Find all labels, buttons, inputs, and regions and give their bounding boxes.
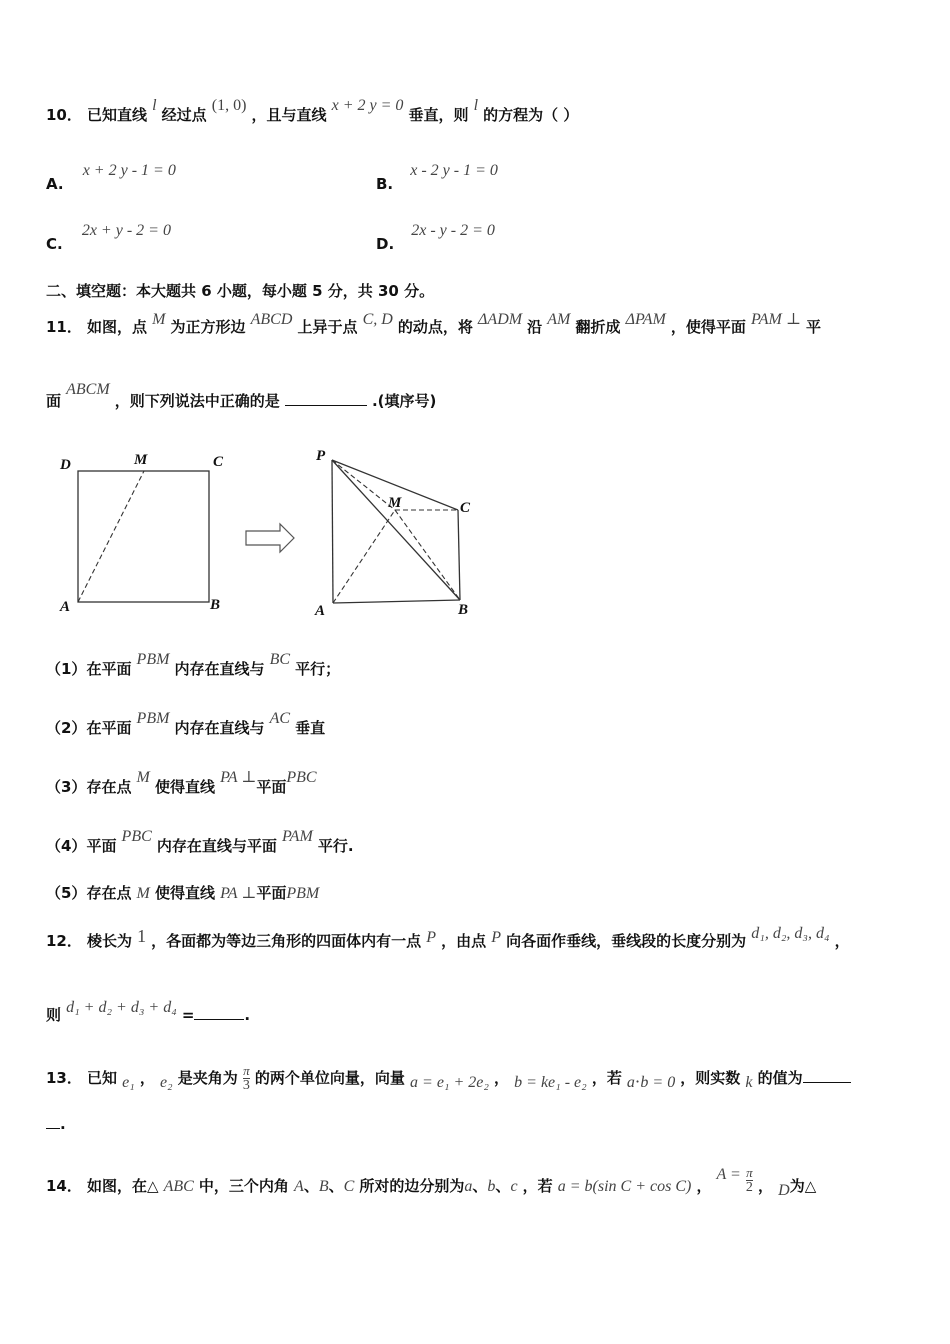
fraction-pi-over-2: $\frac{\pi}{2}$	[745, 1165, 753, 1195]
q11-item-1: （1）在平面 PBM 内存在直线与 BC 平行；	[46, 651, 341, 678]
q11-item-5: （5）存在点 M 使得直线 PA ⊥平面PBM	[46, 884, 320, 902]
q13-number: 13．	[46, 1069, 82, 1087]
q12-stem-line1: 12． 棱长为 1 ，各面都为等边三角形的四面体内有一点 P ，由点 P 向各面作垂线，垂线段的长度分别为 d₁, d₂, d₃, d₄ ，	[46, 925, 850, 950]
label-m-left: M	[134, 452, 148, 468]
q14-stem: 14． 如图，在△ ABC 中，三个内角 A、B、C 所对的边分别为a、b、c ，若 a = b(sin C + cos C) ， A = $\frac{\pi}{2}$ ， D为△	[46, 1165, 817, 1199]
q12-number: 12．	[46, 932, 82, 950]
q13-stem-line2: .	[46, 1114, 66, 1133]
q10-option-b[interactable]: B. x - 2 y - 1 = 0	[376, 162, 498, 193]
answer-blank-continued[interactable]	[46, 1116, 60, 1129]
fold-arrow-icon	[246, 524, 294, 552]
point-1-0: (1, 0)	[211, 97, 247, 114]
q11-item-3: （3）存在点 M 使得直线 PA ⊥平面PBC	[46, 769, 317, 796]
q11-item-2: （2）在平面 PBM 内存在直线与 AC 垂直	[46, 710, 326, 737]
q10-stem: 10． 已知直线 l 经过点 (1, 0) ，且与直线 x + 2 y = 0 垂直，则 l 的方程为（ ）	[46, 97, 579, 124]
answer-blank[interactable]	[803, 1070, 851, 1083]
fraction-pi-over-3: $\frac{\pi}{3}$	[242, 1063, 250, 1093]
label-m-right: M	[388, 495, 402, 511]
q11-number: 11．	[46, 318, 82, 336]
line-equation: x + 2 y = 0	[331, 97, 404, 114]
q10-option-a[interactable]: A. x + 2 y - 1 = 0	[46, 162, 176, 193]
label-a-right: A	[315, 603, 326, 619]
q13-stem-line1: 13． 已知 e₁ ， e₂ 是夹角为 $\frac{\pi}{3}$ 的两个单位向量，向量 a = e₁ + 2e₂ ， b = ke₁ - e₂ ，若 a⋅b = 0 ，则实数 k 的值为	[46, 1064, 851, 1093]
answer-blank[interactable]	[285, 393, 367, 406]
segment-am	[78, 471, 144, 602]
label-b-left: B	[210, 597, 221, 613]
q11-figure	[50, 440, 490, 625]
label-d: D	[60, 457, 71, 473]
q11-item-4: （4）平面 PBC 内存在直线与平面 PAM 平行.	[46, 828, 354, 855]
label-a-left: A	[60, 599, 71, 615]
q10-option-c[interactable]: C. 2x + y - 2 = 0	[46, 222, 171, 253]
answer-blank[interactable]	[194, 1007, 244, 1020]
label-c-right: C	[460, 500, 471, 516]
line-l: l	[152, 97, 157, 114]
q10-option-d[interactable]: D. 2x - y - 2 = 0	[376, 222, 495, 253]
square-abcd	[78, 471, 209, 602]
q14-number: 14．	[46, 1177, 82, 1195]
q11-stem-line1: 11． 如图，点 M 为正方形边 ABCD 上异于点 C, D 的动点，将 ΔADM 沿 AM 翻折成 ΔPAM ，使得平面 PAM ⊥ 平	[46, 311, 821, 336]
label-b-right: B	[458, 602, 469, 618]
q12-stem-line2: 则 d₁ + d₂ + d₃ + d₄ = .	[46, 999, 251, 1024]
q11-stem-line2: 面 ABCM ，则下列说法中正确的是 .(填序号)	[46, 381, 437, 410]
q10-number: 10．	[46, 106, 82, 124]
section-heading: 二、填空题：本大题共 6 小题，每小题 5 分，共 30 分。	[46, 282, 435, 300]
label-c-left: C	[213, 454, 224, 470]
label-p: P	[316, 448, 326, 464]
